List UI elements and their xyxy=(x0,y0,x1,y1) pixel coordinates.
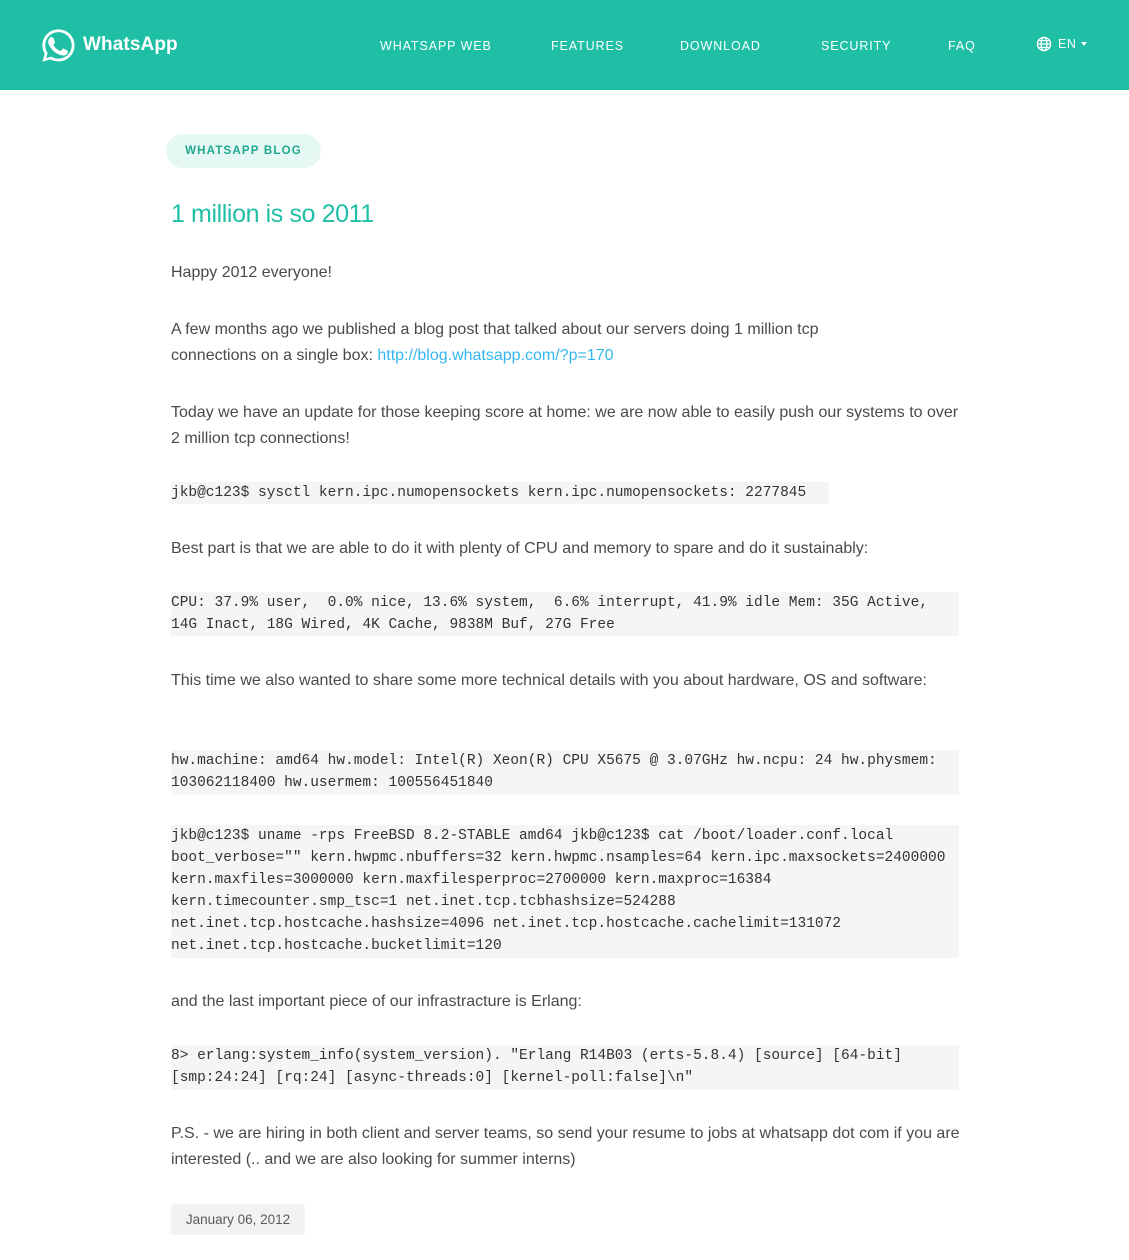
nav-download[interactable]: DOWNLOAD xyxy=(680,39,761,53)
paragraph-greeting: Happy 2012 everyone! xyxy=(171,264,332,281)
code-block-cpu: CPU: 37.9% user, 0.0% nice, 13.6% system, 6.6% interrupt, 41.9% idle Mem: 35G Active, 14G Inact, 18G Wired, 4K Cache, 9838M Buf, 27G Free xyxy=(171,592,959,636)
language-selector[interactable] xyxy=(1036,36,1087,52)
paragraph-hiring: P.S. - we are hiring in both client and server teams, so send your resume to jobs at whatsapp dot com if you are interested (.. and we are also looking for summer interns) xyxy=(171,1125,960,1168)
nav-whatsapp-web[interactable]: WHATSAPP WEB xyxy=(380,39,492,53)
nav-features[interactable]: FEATURES xyxy=(551,39,624,53)
post-date: January 06, 2012 xyxy=(171,1204,305,1235)
globe-icon xyxy=(1036,36,1052,52)
top-navbar xyxy=(0,0,1129,90)
code-block-sockets: jkb@c123$ sysctl kern.ipc.numopensockets kern.ipc.numopensockets: 2277845 xyxy=(171,482,829,504)
paragraph-hardware-intro: This time we also wanted to share some more technical details with you about hardware, OS and software: xyxy=(171,672,927,689)
paragraph-cpu-intro: Best part is that we are able to do it with plenty of CPU and memory to spare and do it sustainably: xyxy=(171,540,869,557)
code-block-loader-conf: jkb@c123$ uname -rps FreeBSD 8.2-STABLE amd64 jkb@c123$ cat /boot/loader.conf.local boot_verbose="" kern.hwpmc.nbuffers=32 kern.hwpmc.nsamples=64 kern.ipc.maxsockets=2400000 kern.maxfiles=3000000 kern.maxfilesperproc=2700000 kern.maxproc=16384 kern.timecounter.smp_tsc=1 net.inet.tcp.tcbhashsize=524288 net.inet.tcp.hostcache.hashsize=4096 net.inet.tcp.hostcache.cachelimit=131072 net.inet.tcp.hostcache.bucketlimit=120 xyxy=(171,825,959,958)
brand-name: WhatsApp xyxy=(83,34,178,55)
paragraph-previous-post xyxy=(171,317,891,369)
post-title: 1 million is so 2011 xyxy=(171,200,374,228)
blog-category-pill[interactable]: WHATSAPP BLOG xyxy=(166,134,321,168)
code-block-hardware: hw.machine: amd64 hw.model: Intel(R) Xeon(R) CPU X5675 @ 3.07GHz hw.ncpu: 24 hw.physmem: 103062118400 hw.usermem: 100556451840 xyxy=(171,750,959,795)
caret-down-icon xyxy=(1081,42,1087,46)
nav-security[interactable]: SECURITY xyxy=(821,39,892,53)
language-label: EN xyxy=(1058,37,1077,51)
paragraph-previous-post-text: A few months ago we published a blog post that talked about our servers doing 1 million tcp connections on a single box: xyxy=(171,321,819,364)
paragraph-erlang-intro: and the last important piece of our infrastracture is Erlang: xyxy=(171,993,582,1010)
whatsapp-logo[interactable] xyxy=(40,26,178,64)
nav-faq[interactable]: FAQ xyxy=(948,39,976,53)
whatsapp-logo-icon xyxy=(40,27,77,64)
paragraph-update: Today we have an update for those keeping score at home: we are now able to easily push our systems to over 2 million tcp connections! xyxy=(171,404,959,447)
previous-post-link[interactable]: http://blog.whatsapp.com/?p=170 xyxy=(377,347,614,364)
code-block-erlang: 8> erlang:system_info(system_version). "Erlang R14B03 (erts-5.8.4) [source] [64-bit] [smp:24:24] [rq:24] [async-threads:0] [kernel-poll:false]\n" xyxy=(171,1045,959,1090)
